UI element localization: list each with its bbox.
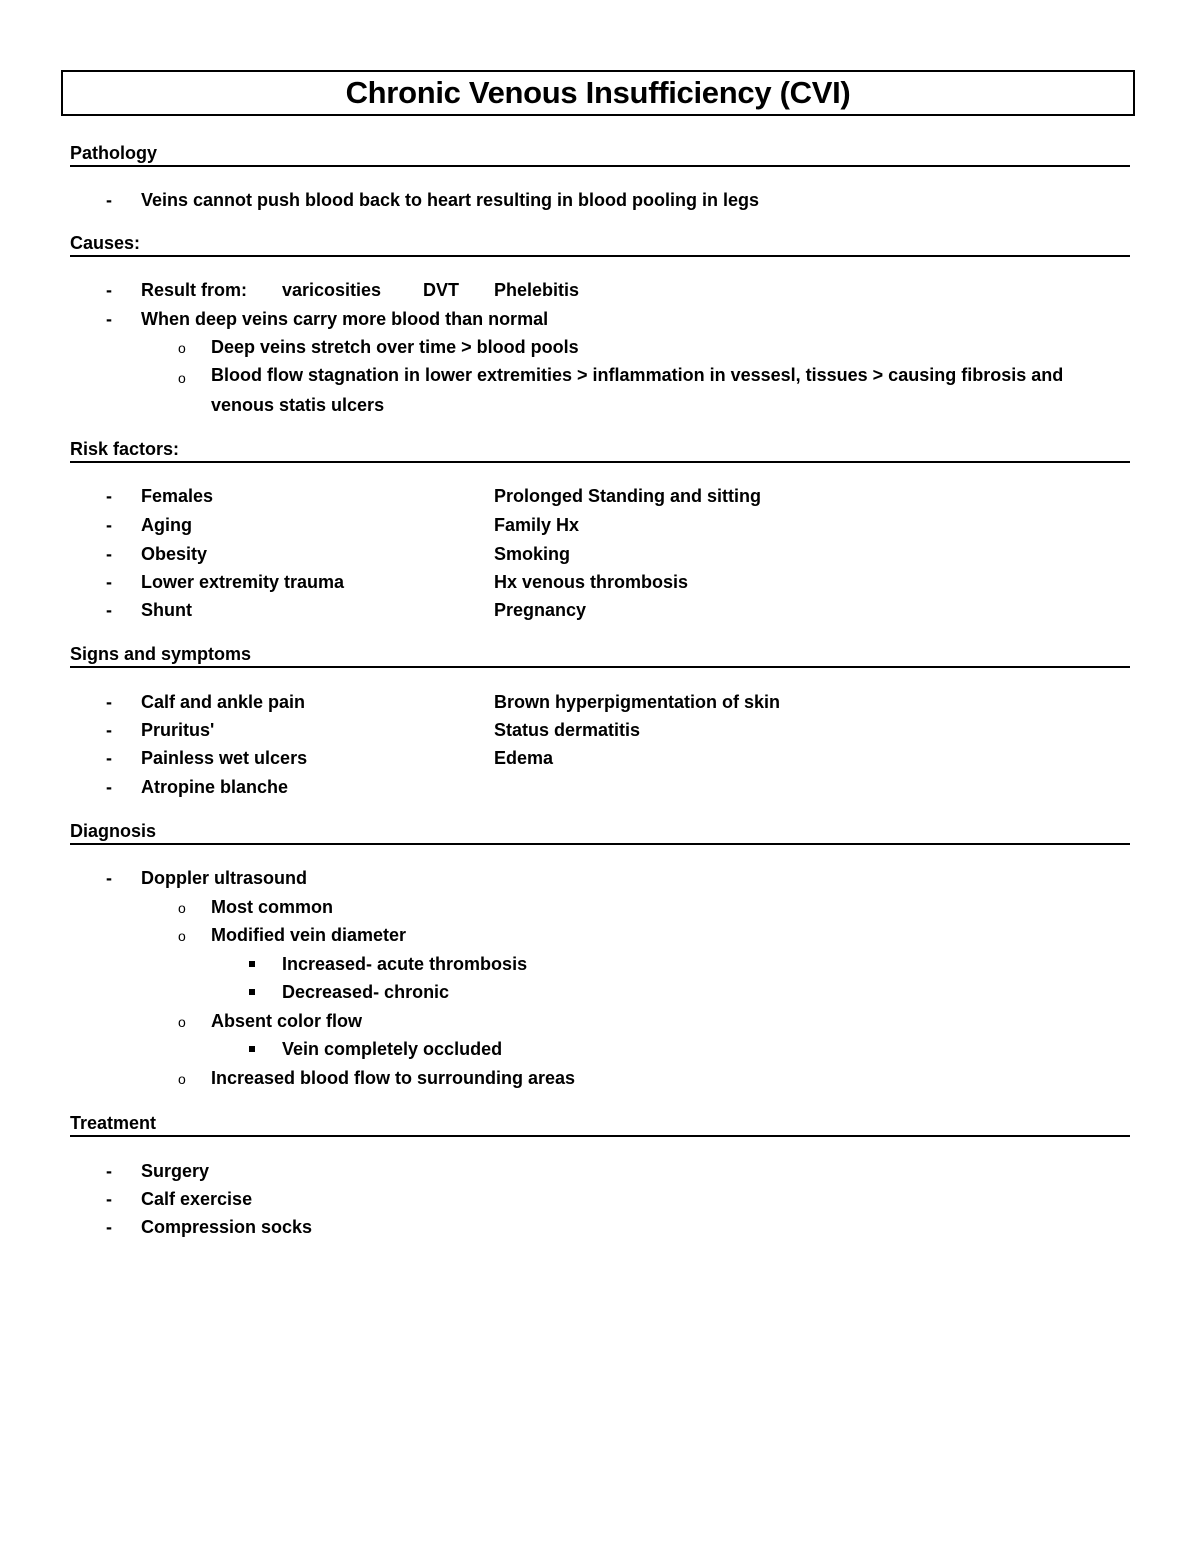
section-heading-signs: Signs and symptoms (70, 643, 1130, 668)
section-heading-treatment: Treatment (70, 1112, 1130, 1137)
result-from-label: Result from: (141, 280, 248, 300)
bullet-dash: - (106, 1161, 112, 1181)
sign-left: Calf and ankle pain (141, 692, 306, 712)
bullet-square (249, 1046, 255, 1052)
risk-factor-left: Females (141, 486, 214, 506)
sign-left: Atropine blanche (141, 777, 289, 797)
bullet-dash: - (106, 190, 112, 210)
bullet-dash: - (106, 309, 112, 329)
risk-factor-right: Prolonged Standing and sitting (494, 486, 761, 506)
bullet-dash: - (106, 692, 112, 712)
list-item: Increased- acute thrombosis (282, 954, 528, 974)
cause-dvt: DVT (423, 280, 459, 300)
sign-left: Pruritus' (141, 720, 215, 740)
title-box (61, 70, 1135, 116)
risk-factor-left: Aging (141, 515, 192, 535)
list-item: When deep veins carry more blood than normal (141, 309, 549, 329)
bullet-dash: - (106, 544, 112, 564)
list-item: Deep veins stretch over time > blood pools (211, 337, 579, 357)
bullet-dash: - (106, 515, 112, 535)
bullet-circle: o (178, 1014, 186, 1030)
list-item: Absent color flow (211, 1011, 363, 1031)
bullet-dash: - (106, 486, 112, 506)
bullet-dash: - (106, 777, 112, 797)
risk-factor-left: Obesity (141, 544, 208, 564)
bullet-dash: - (106, 1217, 112, 1237)
section-heading-diagnosis: Diagnosis (70, 820, 1130, 845)
sign-right: Edema (494, 748, 554, 768)
bullet-dash: - (106, 572, 112, 592)
section-heading-causes: Causes: (70, 232, 1130, 257)
list-item: Blood flow stagnation in lower extremities > inflammation in vessesl, tissues > causing fibrosis and venous statis ulcers (211, 365, 1064, 415)
bullet-square (249, 961, 255, 967)
risk-factor-left: Shunt (141, 600, 192, 620)
bullet-square (249, 989, 255, 995)
list-item: Vein completely occluded (282, 1039, 503, 1059)
bullet-dash: - (106, 720, 112, 740)
list-item: Modified vein diameter (211, 925, 407, 945)
bullet-circle: o (178, 900, 186, 916)
bullet-circle: o (178, 928, 186, 944)
list-item: Compression socks (141, 1217, 313, 1237)
bullet-dash: - (106, 1189, 112, 1209)
bullet-dash: - (106, 868, 112, 888)
risk-factor-left: Lower extremity trauma (141, 572, 345, 592)
risk-factor-right: Family Hx (494, 515, 580, 535)
cause-varicosities: varicosities (282, 280, 382, 300)
bullet-circle: o (178, 370, 186, 386)
list-item: Increased blood flow to surrounding areas (211, 1068, 576, 1088)
section-heading-risk-factors: Risk factors: (70, 438, 1130, 463)
bullet-dash: - (106, 748, 112, 768)
risk-factor-right: Hx venous thrombosis (494, 572, 689, 592)
list-item: Decreased- chronic (282, 982, 450, 1002)
cause-phlebitis: Phelebitis (494, 280, 580, 300)
sign-right: Status dermatitis (494, 720, 641, 740)
bullet-circle: o (178, 340, 186, 356)
list-item: Calf exercise (141, 1189, 253, 1209)
page-title: Chronic Venous Insufficiency (CVI) (345, 75, 851, 110)
bullet-dash: - (106, 280, 112, 300)
sign-right: Brown hyperpigmentation of skin (494, 692, 781, 712)
sign-left: Painless wet ulcers (141, 748, 308, 768)
bullet-dash: - (106, 600, 112, 620)
list-item: Veins cannot push blood back to heart resulting in blood pooling in legs (141, 190, 760, 210)
risk-factor-right: Pregnancy (494, 600, 587, 620)
bullet-circle: o (178, 1071, 186, 1087)
list-item: Doppler ultrasound (141, 868, 307, 888)
list-item: Most common (211, 897, 334, 917)
risk-factor-right: Smoking (494, 544, 571, 564)
list-item: Surgery (141, 1161, 210, 1181)
section-heading-pathology: Pathology (70, 142, 1130, 167)
